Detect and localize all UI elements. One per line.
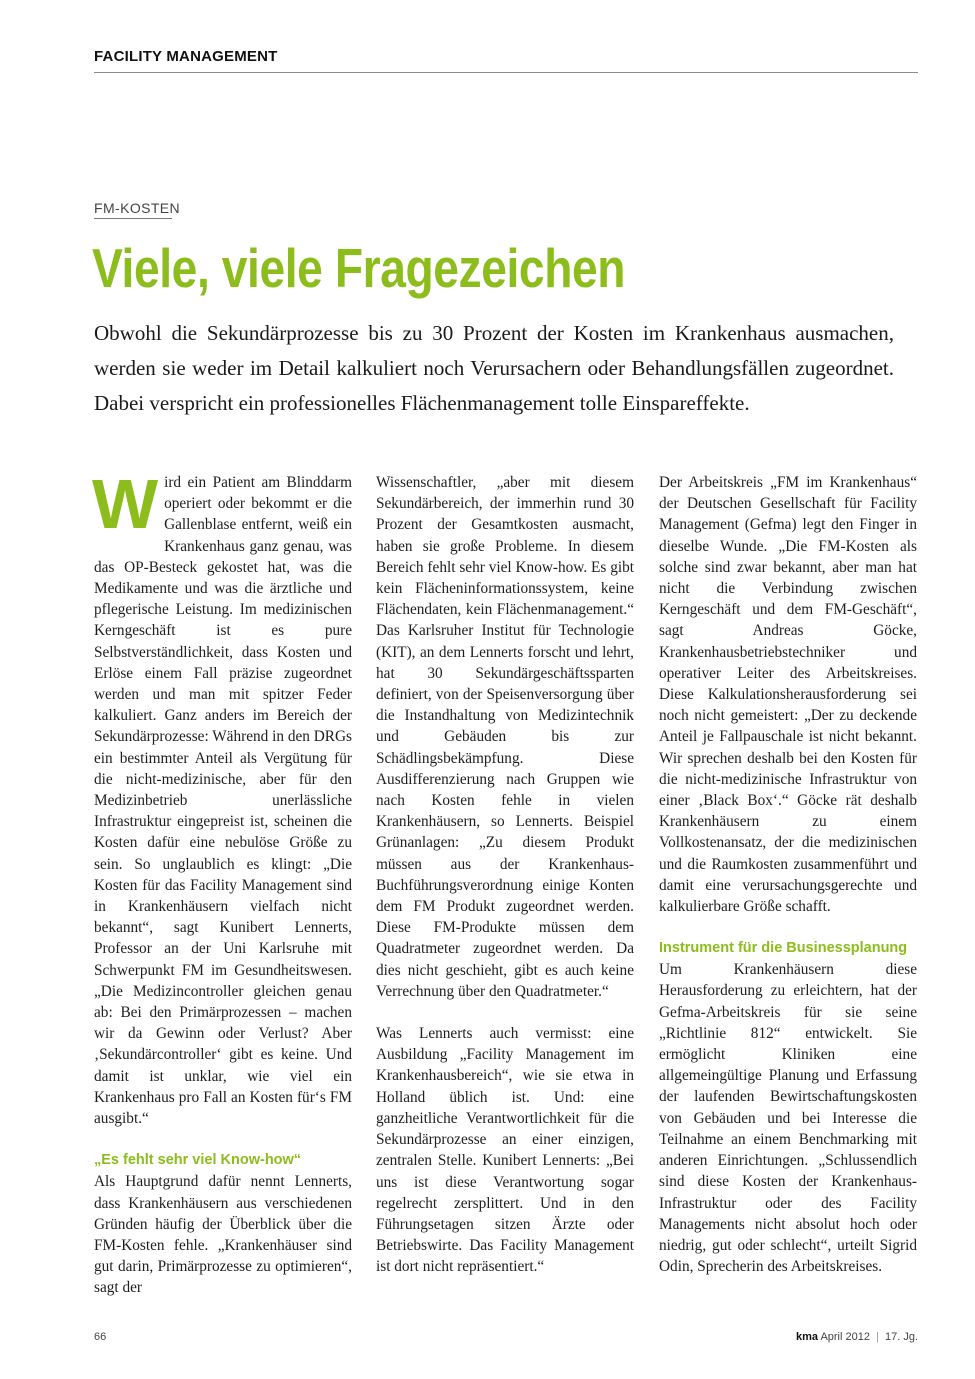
paragraph-intro: [92, 465, 353, 1129]
paragraph-hauptgrund: Als Hauptgrund dafür nennt Lennerts, dass Krankenhäusern aus verschiedenen Gründen häufig der Überblick über die FM-Kosten fehle. „Krankenhäuser sind gut darin, Primärprozesse zu optimieren“, sagt der: [94, 1173, 352, 1297]
subheading-know-how: „Es fehlt sehr viel Know-how“: [94, 1152, 302, 1169]
article-lead: Obwohl die Sekundärprozesse bis zu 30 Prozent der Kosten im Krankenhaus ausmachen, werden sie weder im Detail kalkuliert noch Verursachern oder Behandlungsfällen zugeordnet. Dabei verspricht ein professionelles Flächenmanagement tolle Einspareffekte.: [94, 321, 894, 415]
footer-separator: |: [876, 1331, 879, 1343]
footer-issue-info: [796, 1331, 918, 1343]
article-kicker: FM-KOSTEN: [94, 200, 181, 216]
issue-date: April 2012: [820, 1331, 870, 1343]
article-title: Viele, viele Fragezeichen: [92, 237, 626, 299]
volume-label: 17. Jg.: [884, 1331, 918, 1343]
header-divider: [94, 72, 918, 73]
subheading-businessplanung: Instrument für die Businessplanung: [659, 940, 908, 957]
page-number: 66: [94, 1331, 107, 1343]
drop-cap: W: [92, 465, 159, 543]
text-column-2: [376, 472, 634, 1278]
text-column-1: [92, 465, 353, 1299]
section-header: FACILITY MANAGEMENT: [94, 48, 278, 65]
magazine-logo: kma: [795, 1331, 818, 1343]
paragraph-wissenschaftler: Wissenschaftler, „aber mit diesem Sekundärbereich, der immerhin rund 30 Prozent der Gesamtkosten ausmacht, haben sie große Probleme. In diesem Bereich fehlt sehr viel Know-how. Es gibt kein Flächeninformationssystem, keine Flächendaten, kein Flächenmanagement.“ Das Karlsruher Institut für Technologie (KIT), an dem Lennerts forscht und lehrt, hat 30 Sekundärgeschäftssparten definiert, von der Speisenversorgung über die Instandhaltung von Medizintechnik und Gebäuden bis zur Schädlingsbekämpfung. Diese Ausdifferenzierung nach Gruppen wie nach Kosten fehle in vielen Krankenhäusern, so Lennerts. Beispiel Grünanlagen: „Zu diesem Produkt müssen aus der Krankenhaus-Buchführungsverordnung einige Konten dem FM Produkt zugeordnet werden. Diese FM-Produkte müssen dem Quadratmeter zugeordnet werden. Da dies nicht geschieht, gibt es auch keine Verrechnung über den Quadratmeter.“: [376, 474, 634, 1000]
paragraph-richtlinie: Um Krankenhäusern diese Herausforderung zu erleichtern, hat der Gefma-Arbeitskreis für sie seine „Richtlinie 812“ entwickelt. Sie ermöglicht Kliniken eine allgemeingültige Planung und Erfassung der laufenden Bewirtschaftungskosten von Gebäuden und bei Interesse die Teilnahme an einem Benchmarking mit anderen Einrichtungen. „Schlussendlich sind diese Kosten der Krankenhaus-Infrastruktur oder des Facility Managements nicht absolut hoch oder niedrig, gut oder schlecht“, urteilt Sigrid Odin, Sprecherin des Arbeitskreises.: [659, 961, 917, 1276]
kicker-underline: [94, 218, 172, 219]
paragraph-vermisst: Was Lennerts auch vermisst: eine Ausbildung „Facility Management im Krankenhausbereich“, wie sie etwa in Holland üblich ist. Und: eine ganzheitliche Verantwortlichkeit für die Sekundärprozesse an einer einzigen, zentralen Stelle. Kunibert Lennerts: „Bei uns ist diese Verantwortung sogar regelrecht zersplittert. Und in den Führungsetagen sitzen Ärzte oder Betriebswirte. Das Facility Management ist dort nicht repräsentiert.“: [376, 1025, 634, 1276]
text-column-3: [659, 472, 917, 1277]
paragraph-arbeitskreis: Der Arbeitskreis „FM im Krankenhaus“ der Deutschen Gesellschaft für Facility Management (Gefma) legt den Finger in dieselbe Wunde. „Die FM-Kosten als solche sind zwar bekannt, aber man hat nicht die Verbindung zwischen Kerngeschäft und dem FM-Geschäft“, sagt Andreas Göcke, Krankenhausbetriebstechniker und operativer Leiter des Arbeitskreises. Diese Kalkulationsherausforderung sei noch nicht gemeistert: „Der zu deckende Anteil je Fallpauschale ist nicht bekannt. Wir sprechen deshalb bei den Kosten für die nicht-medizinische Infrastruktur von einer ‚Black Box‘.“ Göcke rät deshalb Krankenhäusern zu einem Vollkostenansatz, der die medizinischen und die Raumkosten zusammenführt und damit eine verursachungsgerechte und kalkulierbare Größe schafft.: [659, 474, 917, 916]
paragraph-intro-text: ird ein Patient am Blinddarm operiert oder bekommt er die Gallenblase entfernt, weiß ein Krankenhaus ganz genau, was das OP-Besteck gekostet hat, was die Medikamente und was die ärztliche und pflegerische Leistung. Im medizinischen Kerngeschäft ist es pure Selbstverständlichkeit, dass Kosten und Erlöse einem Fall präzise zugeordnet werden und man mit spitzer Feder kalkuliert. Ganz anders im Bereich der Sekundärprozesse: Während in den DRGs ein bestimmter Anteil als Vergütung für die nicht-medizinische, aber für den Medizinbetrieb unerlässliche Infrastruktur eingepreist ist, scheinen die Kosten dafür eine nebulöse Größe zu sein. So unglaublich es klingt: „Die Kosten für das Facility Management sind in Krankenhäusern vielfach nicht bekannt“, sagt Kunibert Lennerts, Professor an der Uni Karlsruhe mit Schwerpunkt FM im Gesundheitswesen. „Die Medizincontroller gleichen genau ab: Bei den Primärprozessen – machen wir da Gewinn oder Verlust? Aber ‚Sekundärcontroller‘ gibt es keine. Und damit ist unklar, wie viel ein Krankenhaus pro Fall an Kosten für‘s FM ausgibt.“: [94, 474, 353, 1128]
